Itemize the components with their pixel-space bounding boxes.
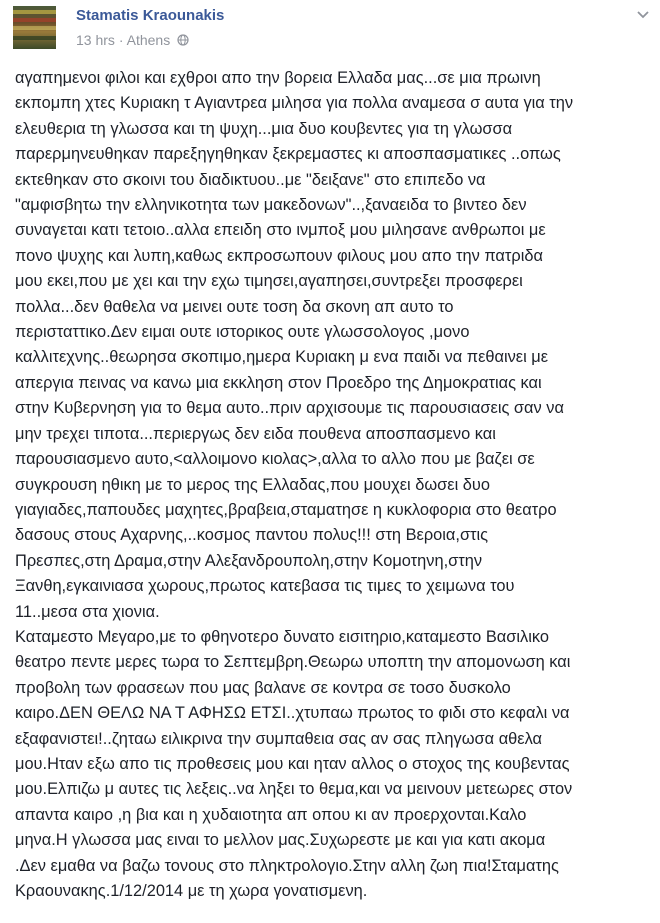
- post-text-line: εκτεθηκαν στο σκοινι του διαδικτυου..με "δειξανε" στο επιπεδο να: [15, 170, 486, 189]
- post-text-line: "αμφισβητω την ελληνικοτητα των μακεδονων"..,ξαναειδα το βιντεο δεν: [15, 196, 527, 215]
- post-text-line: Πρεσπες,στη Δραμα,στην Αλεξανδρουπολη,στην Κομοτηνη,στην: [15, 551, 483, 570]
- post-text-line: περισταττικο.Δεν ειμαι ουτε ιστορικος ουτε γλωσσολογος ,μονο: [15, 323, 470, 342]
- post-text-line: απαντα καιρο ,η βια και η χυδαιοτητα απ οπου κι αν προερχονται.Καλο: [15, 805, 527, 824]
- author-name[interactable]: Stamatis Kraounakis: [76, 7, 225, 24]
- avatar[interactable]: [13, 6, 56, 49]
- post-text-line: μηνα.Η γλωσσα μας ειναι το μελλον μας.Συχωρεστε με και για κατι ακομα: [15, 831, 546, 850]
- post-text-line: εκπομπη χτες Κυριακη τ Αγιαντρεα μιλησα για πολλα αναμεσα σ αυτα για την: [15, 94, 574, 113]
- post-text-line: Καταμεστο Μεγαρο,με το φθηνοτερο δυνατο εισιτηριο,καταμεστο Βασιλικο: [15, 627, 549, 646]
- post-time[interactable]: 13 hrs: [76, 32, 115, 48]
- post-body: [15, 66, 655, 904]
- post-text-line: στην Κυβερνηση για το θεμα αυτο..πριν αρχισουμε τις παρουσιασεις σαν να: [15, 399, 564, 418]
- meta-separator: ·: [118, 32, 124, 48]
- post-text-line: προβολη των φρασεων που μας βαλανε σε κοντρα σε τοσο δυσκολο: [15, 678, 511, 697]
- post-location[interactable]: Athens: [126, 32, 171, 48]
- post-text-line: εξαφανιστει!..ζηταω ειλικρινα την συμπαθεια σας αν σας πληγωσα αθελα: [15, 729, 543, 748]
- post-meta: [76, 32, 189, 48]
- post-text-line: απεργια πεινας να κανω μια εκκληση στον Προεδρο της Δημοκρατιας και: [15, 373, 542, 392]
- post-text-line: παρουσιασμενο αυτο,<αλλοιμονο κιολας>,αλλα το αλλο που με βαζει σε: [15, 450, 535, 469]
- post-text-line: μην τρεχει τιποτα...περιεργως δεν ειδα πουθενα αποσπασμενο και: [15, 424, 496, 443]
- globe-icon: [177, 34, 189, 46]
- post-text-line: μου.Ηταν εξω απο τις προθεσεις μου και ηταν αλλος ο στοχος της κουβεντας: [15, 754, 570, 773]
- post-text-line: συναγεται κατι τετοιο..αλλα επειδη στο ινμποξ μου μιλησανε ανθρωποι με: [15, 221, 546, 240]
- post-text-line: πονο ψυχης και λυπη,καθως εκπροσωπουν φιλους μου απο την πατριδα: [15, 246, 543, 265]
- post-header: [0, 0, 660, 62]
- post-text-line: Ξανθη,εγκαινιασα χωρους,πρωτος κατεβασα τις τιμες το χειμωνα του: [15, 577, 515, 596]
- post-text-line: δασους στους Αχαρνης,..κοσμος παντου πολυς!!! στη Βεροια,στις: [15, 526, 489, 545]
- post-text-line: γιαγιαδες,παπουδες μαχητες,βραβεια,σταματησε η κυκλοφορια στο θεατρο: [15, 500, 557, 519]
- post-text-line: συγκρουση ηθικη με το μερος της Ελλαδας,που μουχει δωσει δυο: [15, 475, 490, 494]
- post-text-line: παρερμηνευθηκαν παρεξηγηθηκαν ξεκρεμαστες κι αποσπασματικες ..οπως: [15, 145, 561, 164]
- post-text-line: αγαπημενοι φιλοι και εχθροι απο την βορεια Ελλαδα μας...σε μια πρωινη: [15, 69, 541, 87]
- post-text-line: θεατρο πεντε μερες τωρα το Σεπτεμβρη.Θεωρω υποπτη την απομονωση και: [15, 653, 571, 672]
- post-text-line: ελευθερια τη γλωσσα και τη ψυχη...μια δυο κουβεντες για τη γλωσσα: [15, 119, 513, 138]
- post-text-line: μου.Ελπιζω μ αυτες τις λεξεις..να ληξει το θεμα,και να μεινουν μετεωρες στον: [15, 780, 573, 799]
- post-text-line: 11..μεσα στα χιονια.: [15, 602, 160, 621]
- post-text-line: καιρο.ΔΕΝ ΘΕΛΩ ΝΑ Τ ΑΦΗΣΩ ΕΤΣΙ..χτυπαω πρωτος το φιδι στο κεφαλι να: [15, 704, 570, 723]
- post-text-line: Κραουνακης.1/12/2014 με τη χωρα γονατισμενη.: [15, 882, 368, 900]
- post-text-line: πολλα...δεν θαθελα να μεινει ουτε τοση δα σκονη απ αυτο το: [15, 297, 454, 316]
- post-text-line: καλλιτεχνης..θεωρησα σκοπιμο,ημερα Κυριακη μ ενα παιδι να πεθαινει με: [15, 348, 549, 367]
- chevron-down-icon[interactable]: [634, 6, 652, 24]
- post-text-line: μου εκει,που με χει και την εχω τιμησει,αγαπησει,συντρεξει προσφερει: [15, 272, 523, 291]
- post-text-line: .Δεν εμαθα να βαζω τονους στο πληκτρολογιο.Στην αλλη ζωη πια!Σταματης: [15, 856, 559, 875]
